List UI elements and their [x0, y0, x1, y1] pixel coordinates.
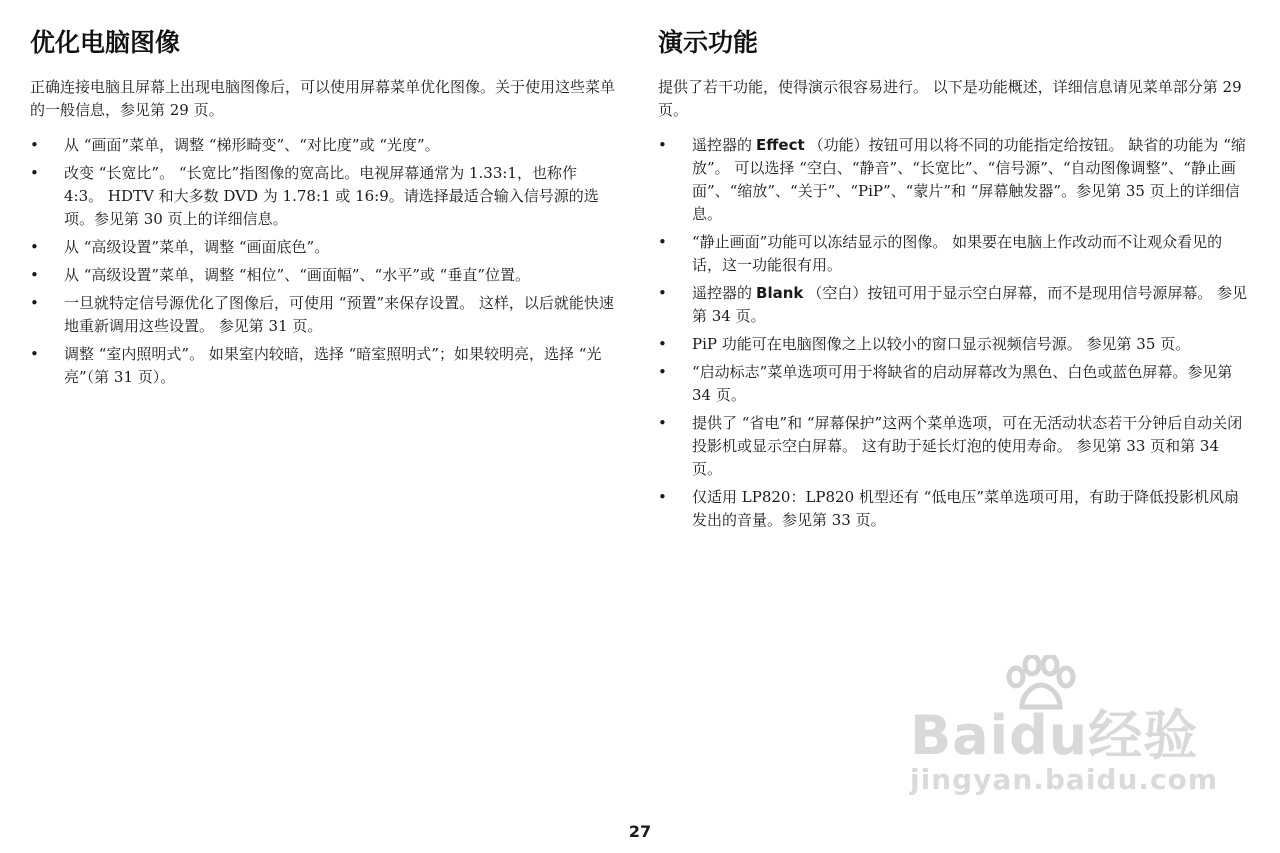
list-item: • 一旦就特定信号源优化了图像后，可使用 “预置”来保存设置。 这样，以后就能快速地重新调用这些设置。 参见第 31 页。: [30, 292, 620, 338]
watermark-url: jingyan.baidu.com: [910, 763, 1219, 796]
left-bullet-list: [30, 134, 620, 389]
left-intro-paragraph: 正确连接电脑且屏幕上出现电脑图像后，可以使用屏幕菜单优化图像。关于使用这些菜单的一般信息，参见第 29 页。: [30, 78, 616, 119]
list-item-text: 遥控器的: [692, 284, 753, 302]
list-item-text: （空白）按钮可用于显示空白屏幕，而不是现用信号源屏幕。 参见第 34 页。: [692, 284, 1248, 325]
watermark-logo-text: Baidu经验: [910, 704, 1199, 767]
list-item: • 改变 “长宽比”。 “长宽比”指图像的宽高比。电视屏幕通常为 1.33:1，也称作 4:3。 HDTV 和大多数 DVD 为 1.78:1 或 16:9。请选择最适合输入信号源的选项。参见第 30 页上的详细信息。: [30, 162, 620, 231]
blank-button-label: Blank: [756, 284, 804, 302]
list-item: • 从 “高级设置”菜单，调整 “画面底色”。: [30, 236, 620, 259]
list-item-text: 遥控器的: [692, 136, 753, 154]
section-title-optimize-image: 优化电脑图像: [30, 28, 181, 57]
left-column: [30, 24, 620, 394]
right-bullet-list: [658, 134, 1250, 532]
list-item-text: （功能）按钮可用以将不同的功能指定给按钮。 缺省的功能为 “缩放”。 可以选择 “空白、“静音”、“长宽比”、“信号源”、“自动图像调整”、“静止画面”、“缩放”、“关于”、“PiP”、“蒙片”和 “屏幕触发器”。参见第 35 页上的详细信息。: [692, 136, 1246, 223]
effect-button-label: Effect: [756, 136, 805, 154]
list-item-effect-button: [658, 134, 1250, 226]
list-item: • “启动标志”菜单选项可用于将缺省的启动屏幕改为黑色、白色或蓝色屏幕。参见第 34 页。: [658, 361, 1250, 407]
list-item: • 调整 “室内照明式”。 如果室内较暗，选择 “暗室照明式”；如果较明亮，选择 “光亮”（第 31 页）。: [30, 343, 620, 389]
baidu-watermark: [902, 655, 1219, 805]
list-item: • PiP 功能可在电脑图像之上以较小的窗口显示视频信号源。 参见第 35 页。: [658, 333, 1250, 356]
page-number: 27: [628, 822, 652, 841]
list-item: • “静止画面”功能可以冻结显示的图像。 如果要在电脑上作改动而不让观众看见的话，这一功能很有用。: [658, 231, 1250, 277]
list-item: • 从 “高级设置”菜单，调整 “相位”、“画面幅”、“水平”或 “垂直”位置。: [30, 264, 620, 287]
right-column: [658, 24, 1250, 537]
list-item: • 仅适用 LP820：LP820 机型还有 “低电压”菜单选项可用，有助于降低投影机风扇发出的音量。参见第 33 页。: [658, 486, 1250, 532]
list-item: • 提供了 “省电”和 “屏幕保护”这两个菜单选项，可在无活动状态若干分钟后自动关闭投影机或显示空白屏幕。 这有助于延长灯泡的使用寿命。 参见第 33 页和第 34 页。: [658, 412, 1250, 481]
list-item: • 从 “画面”菜单，调整 “梯形畸变”、“对比度”或 “光度”。: [30, 134, 620, 157]
section-title-presentation-features: 演示功能: [658, 28, 759, 57]
right-intro-paragraph: 提供了若干功能，使得演示很容易进行。 以下是功能概述，详细信息请见菜单部分第 29 页。: [658, 78, 1242, 119]
list-item-blank-button: [658, 282, 1250, 328]
